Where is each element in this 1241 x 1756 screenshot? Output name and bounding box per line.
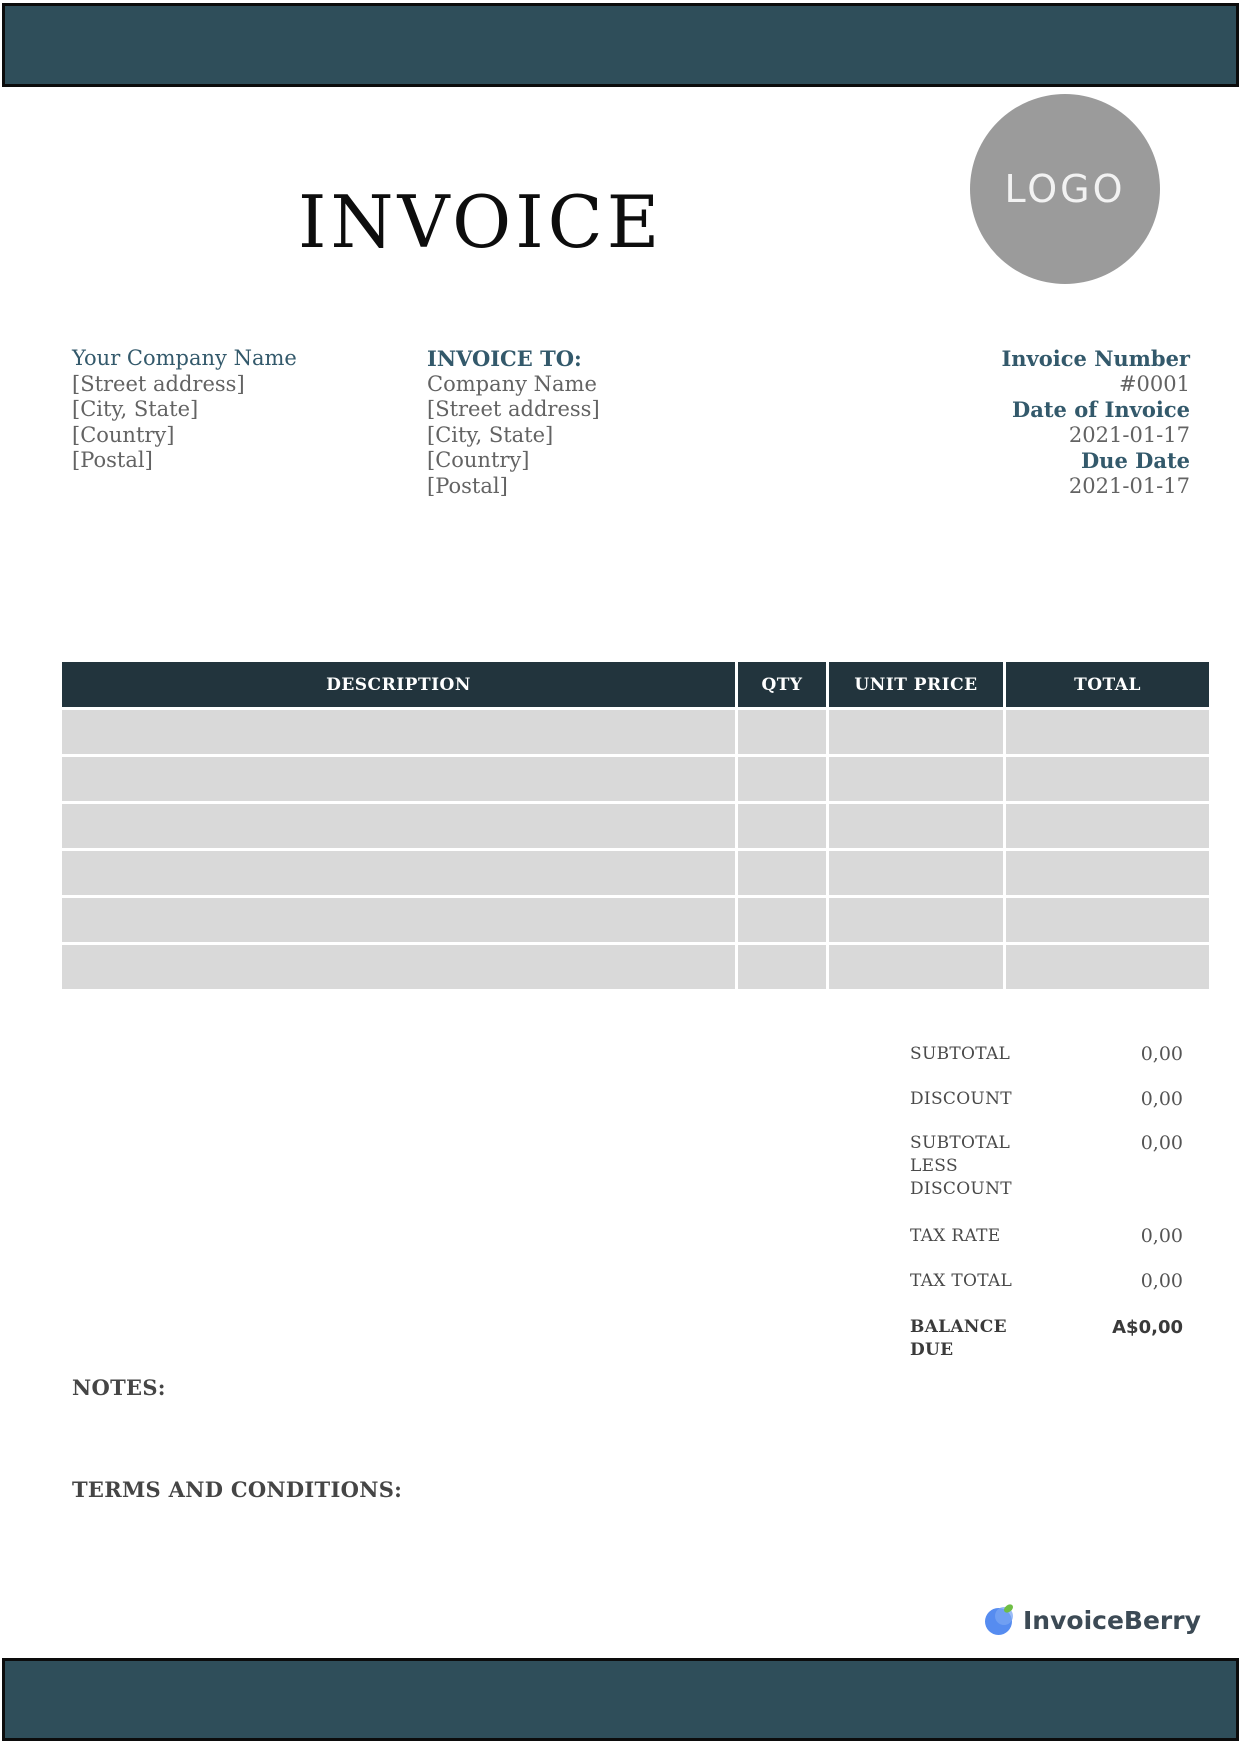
table-empty-cell (1006, 945, 1209, 989)
totals-row-subtotal-less-discount (910, 1132, 1183, 1201)
sender-company-name: Your Company Name (72, 346, 297, 370)
bottom-brand-bar (2, 1658, 1239, 1741)
table-empty-cell (62, 757, 735, 801)
line-items-table (62, 662, 1200, 989)
sender-postal: [Postal] (72, 448, 153, 472)
table-empty-cell (62, 898, 735, 942)
balance-due-value: A$0,00 (1112, 1317, 1183, 1338)
table-empty-cell (738, 945, 826, 989)
table-empty-cell (738, 757, 826, 801)
table-empty-cell (62, 710, 735, 754)
recipient-postal: [Postal] (427, 473, 508, 498)
totals-row-tax-total (910, 1270, 1183, 1293)
table-empty-cell (738, 804, 826, 848)
table-empty-cell (1006, 757, 1209, 801)
subtotal-less-discount-label: SUBTOTAL LESS DISCOUNT (910, 1133, 1012, 1199)
subtotal-label: SUBTOTAL (910, 1044, 1011, 1064)
invoice-to-heading: INVOICE TO: (427, 346, 582, 371)
invoiceberry-name: InvoiceBerry (1023, 1605, 1201, 1635)
totals-row-balance-due (910, 1316, 1183, 1362)
column-header-unit-price: UNIT PRICE (829, 662, 1003, 707)
table-empty-cell (829, 851, 1003, 895)
tax-total-label: TAX TOTAL (910, 1271, 1013, 1291)
column-header-qty: QTY (738, 662, 826, 707)
table-empty-cell (738, 851, 826, 895)
due-date-label: Due Date (1080, 448, 1190, 473)
table-empty-cell (1006, 710, 1209, 754)
totals-row-subtotal (910, 1043, 1183, 1066)
recipient-street: [Street address] (427, 397, 600, 421)
invoice-number-value: #0001 (1118, 371, 1190, 396)
table-empty-cell (62, 851, 735, 895)
invoice-meta-block (1001, 346, 1190, 499)
invoiceberry-berry-icon (983, 1603, 1019, 1637)
recipient-city-state: [City, State] (427, 422, 554, 447)
totals-row-tax-rate (910, 1225, 1183, 1248)
page-title: INVOICE (298, 180, 664, 264)
tax-total-value: 0,00 (1140, 1270, 1183, 1292)
table-empty-cell (1006, 804, 1209, 848)
table-empty-cell (62, 804, 735, 848)
table-empty-cell (829, 945, 1003, 989)
due-date-value: 2021-01-17 (1068, 473, 1190, 498)
subtotal-less-discount-value: 0,00 (1140, 1132, 1183, 1154)
invoiceberry-branding (983, 1603, 1201, 1637)
tax-rate-value: 0,00 (1140, 1225, 1183, 1247)
recipient-address-block (427, 346, 600, 499)
sender-address-block (72, 346, 297, 474)
sender-city-state: [City, State] (72, 397, 199, 421)
table-empty-cell (1006, 898, 1209, 942)
sender-street: [Street address] (72, 371, 245, 396)
table-empty-cell (1006, 851, 1209, 895)
table-empty-cell (738, 898, 826, 942)
subtotal-value: 0,00 (1140, 1043, 1183, 1065)
recipient-company-name: Company Name (427, 371, 597, 396)
sender-country: [Country] (72, 422, 175, 447)
invoice-number-label: Invoice Number (1001, 346, 1190, 371)
table-empty-cell (829, 804, 1003, 848)
discount-value: 0,00 (1140, 1088, 1183, 1110)
table-empty-cell (829, 757, 1003, 801)
logo-placeholder-label: LOGO (1004, 167, 1126, 211)
discount-label: DISCOUNT (910, 1089, 1012, 1109)
table-empty-cell (829, 710, 1003, 754)
totals-row-discount (910, 1088, 1183, 1111)
balance-due-label: BALANCE DUE (910, 1317, 1007, 1360)
recipient-country: [Country] (427, 448, 530, 472)
terms-heading: TERMS AND CONDITIONS: (72, 1477, 403, 1502)
table-empty-cell (738, 710, 826, 754)
table-empty-cell (62, 945, 735, 989)
column-header-total: TOTAL (1006, 662, 1209, 707)
invoice-date-value: 2021-01-17 (1068, 422, 1190, 447)
table-empty-cell (829, 898, 1003, 942)
top-brand-bar (2, 3, 1239, 87)
tax-rate-label: TAX RATE (910, 1226, 1001, 1246)
column-header-description: DESCRIPTION (62, 662, 735, 707)
logo-placeholder (970, 94, 1160, 284)
notes-heading: NOTES: (72, 1375, 166, 1400)
invoice-date-label: Date of Invoice (1012, 397, 1190, 422)
